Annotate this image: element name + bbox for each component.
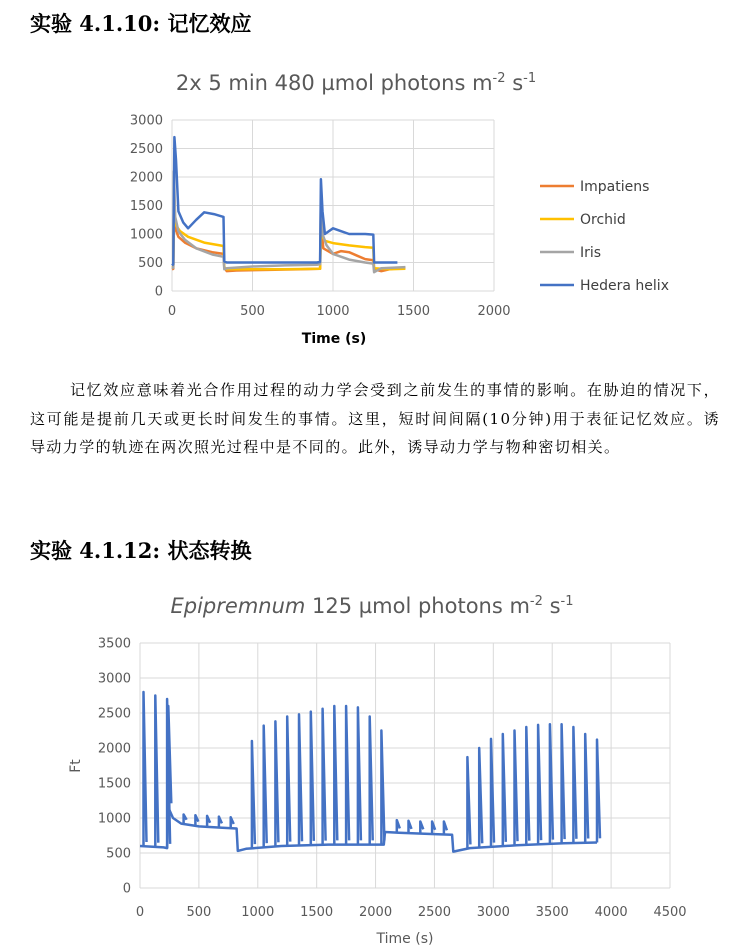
saturation-pulse [597, 740, 600, 843]
x-tick-label: 1500 [300, 905, 334, 920]
saturation-pulse [275, 721, 278, 846]
saturation-pulse [168, 706, 171, 808]
saturation-pulse [231, 817, 234, 828]
x-tick-label: 0 [135, 905, 145, 920]
x-tick-label: 3000 [476, 905, 510, 920]
saturation-pulse [311, 712, 314, 846]
saturation-pulse [585, 734, 588, 843]
x-tick-label: 500 [186, 905, 212, 920]
y-tick-label: 2500 [97, 706, 131, 722]
chart-title: 2x 5 min 480 µmol photons $m^{-2}$ $s^{-1}$ [175, 71, 537, 95]
x-tick-label: 2000 [477, 304, 511, 319]
saturation-pulse [155, 696, 158, 847]
x-tick-label: 4500 [653, 905, 687, 920]
y-tick-label: 2000 [97, 741, 131, 757]
y-tick-label: 3000 [97, 671, 131, 687]
saturation-pulse [346, 706, 349, 845]
y-tick-label: 1000 [129, 227, 163, 243]
saturation-pulse [526, 727, 529, 845]
saturation-pulse [358, 707, 361, 844]
y-tick-label: 3000 [129, 113, 163, 129]
saturation-pulse [562, 724, 565, 843]
legend-label: Hedera helix [580, 278, 669, 294]
memory-effect-paragraph: 记忆效应意味着光合作用过程的动力学会受到之前发生的事情的影响。在胁迫的情况下，这可能是提前几天或更长时间发生的事情。这里，短时间间隔(10分钟)用于表征记忆效应。诱导动力学的轨迹在两次照光过程中是不同的。此外，诱导动力学与物种密切相关。 [30, 381, 720, 456]
saturation-pulse [370, 717, 373, 845]
legend-label: Impatiens [580, 179, 650, 195]
saturation-pulse [287, 717, 290, 846]
chart-title: Epipremnum 125 µmol photons $m^{-2}$ $s^{-1}$ [170, 594, 574, 618]
x-tick-label: 4000 [594, 905, 628, 920]
section-heading-state-transition: 实验 4.1.12: 状态转换 [30, 538, 252, 563]
saturation-pulse [252, 741, 255, 848]
saturation-pulse [573, 727, 576, 843]
x-tick-label: 1500 [396, 304, 431, 319]
x-tick-label: 1000 [316, 304, 350, 319]
saturation-pulse [184, 815, 187, 825]
y-tick-label: 1500 [97, 776, 131, 792]
x-axis-label: Time (s) [301, 331, 367, 347]
y-tick-label: 1000 [97, 811, 131, 827]
saturation-pulse [195, 815, 198, 826]
saturation-pulse [444, 822, 447, 835]
legend-label: Iris [580, 245, 602, 261]
y-tick-label: 3500 [97, 636, 131, 652]
y-axis-label: Ft [68, 759, 84, 773]
y-tick-label: 2000 [129, 170, 163, 186]
y-tick-label: 500 [106, 846, 131, 862]
y-tick-label: 2500 [129, 142, 163, 157]
saturation-pulse [503, 734, 506, 846]
x-tick-label: 500 [240, 304, 265, 319]
saturation-pulse [538, 725, 541, 845]
saturation-pulse [467, 757, 470, 849]
x-tick-label: 2500 [417, 905, 451, 920]
saturation-pulse [334, 706, 337, 845]
saturation-pulse [409, 821, 412, 833]
saturation-pulse [420, 822, 423, 834]
y-tick-label: 0 [122, 881, 131, 897]
section-heading-memory-effect: 实验 4.1.10: 记忆效应 [30, 11, 252, 36]
x-tick-label: 0 [167, 304, 177, 319]
y-tick-label: 0 [154, 284, 163, 300]
saturation-pulse [479, 748, 482, 848]
saturation-pulse [144, 692, 147, 846]
y-tick-label: 1500 [129, 199, 163, 214]
saturation-pulse [264, 726, 267, 848]
y-tick-label: 500 [138, 256, 163, 271]
saturation-pulse [397, 820, 400, 833]
legend-label: Orchid [580, 212, 626, 228]
x-axis-label: Time (s) [376, 931, 434, 947]
x-tick-label: 2000 [359, 905, 393, 920]
saturation-pulse [323, 709, 326, 845]
saturation-pulse [299, 714, 302, 845]
x-tick-label: 3500 [535, 905, 569, 920]
x-tick-label: 1000 [241, 905, 275, 920]
